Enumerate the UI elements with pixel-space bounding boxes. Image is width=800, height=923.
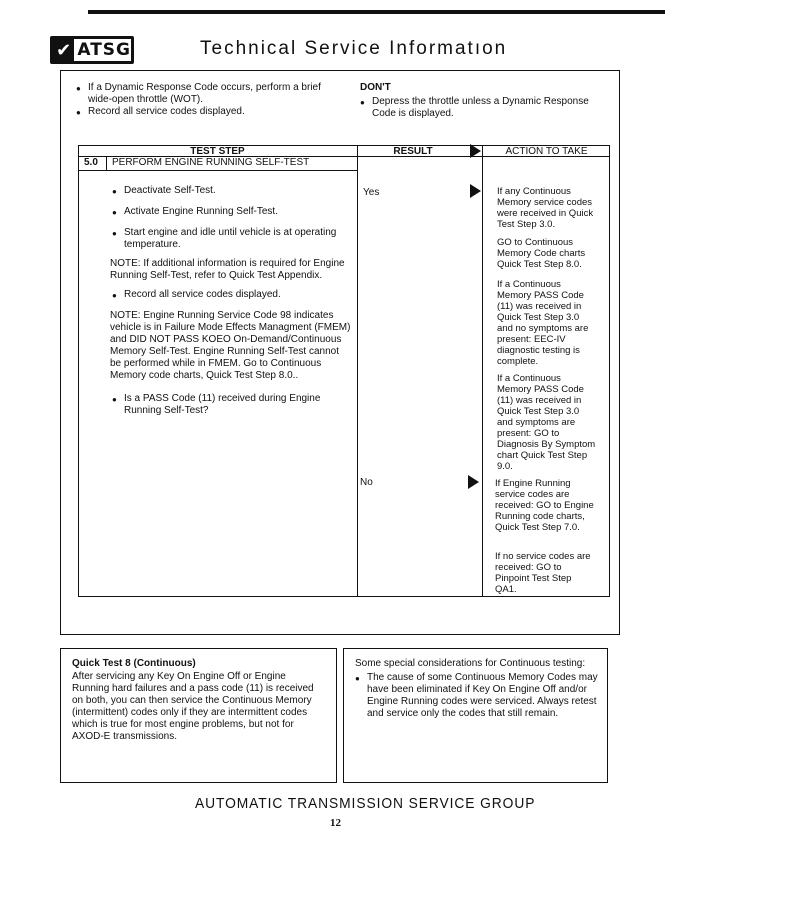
quick-test-body: After servicing any Key On Engine Off or Engine Running hard failures and a pass code (11) is received on both, you can then service the Continuous Memory (intermittent) codes only if they are intermittent codes which is true for most engine problems, but not for AXOD-E transmissions.: [72, 671, 314, 742]
dont-item: ● Depress the throttle unless a Dynamic Response Code is displayed.: [372, 96, 602, 120]
dont-heading: DON'T: [360, 82, 391, 93]
step-number: 5.0: [84, 157, 98, 168]
note-fmem: NOTE: Engine Running Service Code 98 indicates vehicle is in Failure Mode Effects Managment (FMEM) and DID NOT PASS KOEO On-Demand/Continuous Memory Self-Test. Engine Running Self-Test cannot be performed while in FMEM. Go to Continuous Memory code charts, Quick Test Step 8.0..: [110, 310, 351, 381]
atsg-logo: [50, 36, 134, 64]
step-activate: ● Activate Engine Running Self-Test.: [124, 206, 349, 218]
considerations-item: ● The cause of some Continuous Memory Codes may have been eliminated if Key On Engine Off and/or Engine Running codes were serviced. Always retest and service only the codes that still remain.: [367, 672, 602, 720]
result-arrow-icon: [470, 144, 481, 158]
col-divider-1: [357, 145, 358, 597]
step-start-engine: ● Start engine and idle until vehicle is at operating temperature.: [124, 227, 349, 251]
step-record-codes: ● Record all service codes displayed.: [124, 289, 349, 301]
checkmark-icon: ✔: [53, 39, 74, 61]
logo-text: ATSG: [77, 40, 131, 60]
do-item-1: ● If a Dynamic Response Code occurs, perform a brief wide-open throttle (WOT).: [88, 82, 328, 106]
no-arrow-icon: [468, 475, 479, 489]
note-additional-info: NOTE: If additional information is required for Engine Running Self-Test, refer to Quick Test Appendix.: [110, 258, 345, 281]
action-goto-8: GO to Continuous Memory Code charts Quick Test Step 8.0.: [497, 237, 586, 270]
result-yes: Yes: [363, 187, 380, 198]
action-no-codes: If no service codes are received: GO to Pinpoint Test Step QA1.: [495, 551, 591, 595]
action-engine-running-codes: If Engine Running service codes are received: GO to Engine Running code charts, Quick Test Step 7.0.: [495, 478, 594, 533]
step-title-rule: [78, 170, 358, 171]
col-header-test-step: TEST STEP: [190, 146, 245, 157]
action-continuous-codes: If any Continuous Memory service codes were received in Quick Test Step 3.0.: [497, 186, 594, 230]
step-title: PERFORM ENGINE RUNNING SELF-TEST: [112, 157, 310, 168]
step-pass-code-question: ● Is a PASS Code (11) received during Engine Running Self-Test?: [124, 393, 349, 417]
yes-arrow-icon: [470, 184, 481, 198]
result-no: No: [360, 477, 373, 488]
col-divider-2: [482, 145, 483, 597]
col-header-result: RESULT: [393, 146, 433, 157]
page-title: Technical Service Informatıon: [200, 38, 508, 59]
considerations-intro: Some special considerations for Continuous testing:: [355, 658, 586, 669]
footer-org: AUTOMATIC TRANSMISSION SERVICE GROUP: [195, 795, 536, 812]
step-deactivate: ● Deactivate Self-Test.: [124, 185, 349, 197]
col-header-action: ACTION TO TAKE: [505, 146, 588, 157]
top-rule: [88, 10, 665, 14]
quick-test-title: Quick Test 8 (Continuous): [72, 658, 196, 669]
action-pass-symptoms: If a Continuous Memory PASS Code (11) was received in Quick Test Step 3.0 and symptoms are present: GO to Diagnosis By Symptom chart Quick Test Step 9.0.: [497, 373, 596, 472]
do-item-2: ● Record all service codes displayed.: [88, 106, 328, 118]
action-pass-no-symptoms: If a Continuous Memory PASS Code (11) was received in Quick Test Step 3.0 and no symptoms are present: EEC-IV diagnostic testing is complete.: [497, 279, 589, 367]
step-num-divider: [106, 156, 107, 170]
page-number: 12: [330, 817, 341, 829]
